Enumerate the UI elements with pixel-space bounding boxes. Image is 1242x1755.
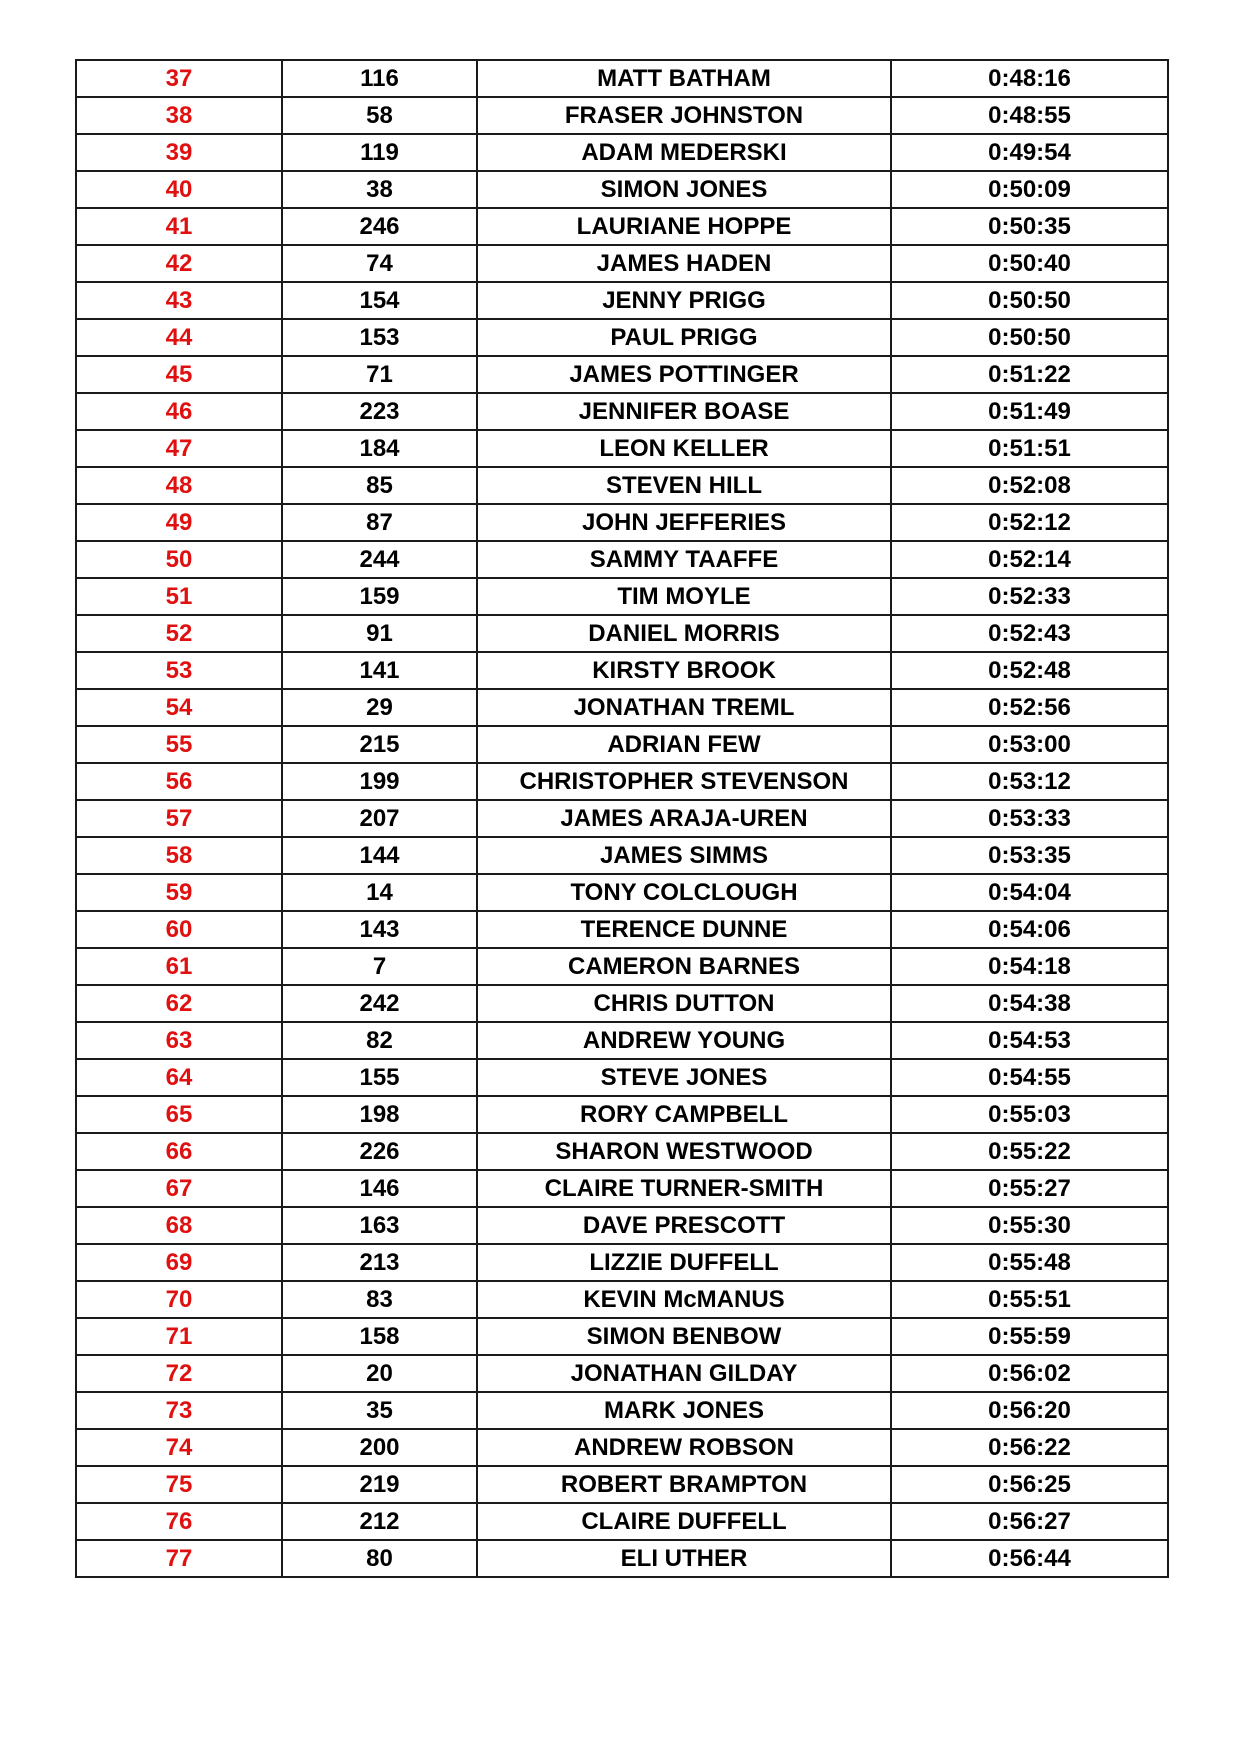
table-row — [76, 319, 1168, 356]
bib-number-cell: 71 — [282, 356, 477, 393]
bib-number-cell: 153 — [282, 319, 477, 356]
table-row — [76, 578, 1168, 615]
runner-name-cell: STEVEN HILL — [477, 467, 891, 504]
position-cell: 63 — [76, 1022, 282, 1059]
bib-number-cell: 116 — [282, 60, 477, 97]
table-row — [76, 1503, 1168, 1540]
bib-number-cell: 7 — [282, 948, 477, 985]
position-cell: 47 — [76, 430, 282, 467]
table-row — [76, 948, 1168, 985]
table-row — [76, 171, 1168, 208]
position-cell: 37 — [76, 60, 282, 97]
position-cell: 71 — [76, 1318, 282, 1355]
runner-name-cell: KIRSTY BROOK — [477, 652, 891, 689]
results-table-body — [76, 60, 1168, 1577]
runner-name-cell: JAMES SIMMS — [477, 837, 891, 874]
position-cell: 52 — [76, 615, 282, 652]
runner-name-cell: JAMES HADEN — [477, 245, 891, 282]
position-cell: 46 — [76, 393, 282, 430]
table-row — [76, 1022, 1168, 1059]
runner-name-cell: JAMES ARAJA-UREN — [477, 800, 891, 837]
runner-name-cell: ANDREW ROBSON — [477, 1429, 891, 1466]
bib-number-cell: 246 — [282, 208, 477, 245]
runner-name-cell: LAURIANE HOPPE — [477, 208, 891, 245]
finish-time-cell: 0:55:27 — [891, 1170, 1168, 1207]
table-row — [76, 1318, 1168, 1355]
position-cell: 50 — [76, 541, 282, 578]
finish-time-cell: 0:48:16 — [891, 60, 1168, 97]
runner-name-cell: SIMON BENBOW — [477, 1318, 891, 1355]
table-row — [76, 800, 1168, 837]
runner-name-cell: LIZZIE DUFFELL — [477, 1244, 891, 1281]
table-row — [76, 393, 1168, 430]
position-cell: 64 — [76, 1059, 282, 1096]
finish-time-cell: 0:56:22 — [891, 1429, 1168, 1466]
runner-name-cell: CHRISTOPHER STEVENSON — [477, 763, 891, 800]
runner-name-cell: SAMMY TAAFFE — [477, 541, 891, 578]
position-cell: 72 — [76, 1355, 282, 1392]
bib-number-cell: 82 — [282, 1022, 477, 1059]
position-cell: 60 — [76, 911, 282, 948]
table-row — [76, 1133, 1168, 1170]
position-cell: 53 — [76, 652, 282, 689]
table-row — [76, 763, 1168, 800]
table-row — [76, 652, 1168, 689]
bib-number-cell: 141 — [282, 652, 477, 689]
position-cell: 44 — [76, 319, 282, 356]
runner-name-cell: RORY CAMPBELL — [477, 1096, 891, 1133]
finish-time-cell: 0:52:56 — [891, 689, 1168, 726]
table-row — [76, 541, 1168, 578]
table-row — [76, 1244, 1168, 1281]
table-row — [76, 1540, 1168, 1577]
bib-number-cell: 158 — [282, 1318, 477, 1355]
finish-time-cell: 0:54:53 — [891, 1022, 1168, 1059]
finish-time-cell: 0:55:03 — [891, 1096, 1168, 1133]
position-cell: 74 — [76, 1429, 282, 1466]
finish-time-cell: 0:50:50 — [891, 319, 1168, 356]
finish-time-cell: 0:55:51 — [891, 1281, 1168, 1318]
runner-name-cell: TIM MOYLE — [477, 578, 891, 615]
position-cell: 45 — [76, 356, 282, 393]
finish-time-cell: 0:56:27 — [891, 1503, 1168, 1540]
table-row — [76, 1059, 1168, 1096]
bib-number-cell: 14 — [282, 874, 477, 911]
position-cell: 48 — [76, 467, 282, 504]
position-cell: 38 — [76, 97, 282, 134]
position-cell: 62 — [76, 985, 282, 1022]
position-cell: 49 — [76, 504, 282, 541]
bib-number-cell: 91 — [282, 615, 477, 652]
finish-time-cell: 0:51:22 — [891, 356, 1168, 393]
bib-number-cell: 143 — [282, 911, 477, 948]
runner-name-cell: FRASER JOHNSTON — [477, 97, 891, 134]
table-row — [76, 911, 1168, 948]
finish-time-cell: 0:55:22 — [891, 1133, 1168, 1170]
finish-time-cell: 0:55:48 — [891, 1244, 1168, 1281]
runner-name-cell: JENNIFER BOASE — [477, 393, 891, 430]
finish-time-cell: 0:52:08 — [891, 467, 1168, 504]
position-cell: 42 — [76, 245, 282, 282]
table-row — [76, 134, 1168, 171]
finish-time-cell: 0:50:50 — [891, 282, 1168, 319]
runner-name-cell: MATT BATHAM — [477, 60, 891, 97]
table-row — [76, 430, 1168, 467]
bib-number-cell: 159 — [282, 578, 477, 615]
bib-number-cell: 163 — [282, 1207, 477, 1244]
finish-time-cell: 0:50:09 — [891, 171, 1168, 208]
finish-time-cell: 0:55:59 — [891, 1318, 1168, 1355]
runner-name-cell: CLAIRE DUFFELL — [477, 1503, 891, 1540]
bib-number-cell: 87 — [282, 504, 477, 541]
bib-number-cell: 20 — [282, 1355, 477, 1392]
bib-number-cell: 144 — [282, 837, 477, 874]
finish-time-cell: 0:56:44 — [891, 1540, 1168, 1577]
finish-time-cell: 0:50:40 — [891, 245, 1168, 282]
finish-time-cell: 0:56:02 — [891, 1355, 1168, 1392]
runner-name-cell: JENNY PRIGG — [477, 282, 891, 319]
position-cell: 69 — [76, 1244, 282, 1281]
bib-number-cell: 212 — [282, 1503, 477, 1540]
bib-number-cell: 242 — [282, 985, 477, 1022]
table-row — [76, 208, 1168, 245]
table-row — [76, 689, 1168, 726]
table-row — [76, 1170, 1168, 1207]
bib-number-cell: 244 — [282, 541, 477, 578]
table-row — [76, 356, 1168, 393]
position-cell: 59 — [76, 874, 282, 911]
finish-time-cell: 0:52:12 — [891, 504, 1168, 541]
finish-time-cell: 0:48:55 — [891, 97, 1168, 134]
table-row — [76, 615, 1168, 652]
table-row — [76, 504, 1168, 541]
table-row — [76, 60, 1168, 97]
finish-time-cell: 0:56:20 — [891, 1392, 1168, 1429]
bib-number-cell: 226 — [282, 1133, 477, 1170]
bib-number-cell: 38 — [282, 171, 477, 208]
position-cell: 76 — [76, 1503, 282, 1540]
finish-time-cell: 0:54:04 — [891, 874, 1168, 911]
bib-number-cell: 80 — [282, 1540, 477, 1577]
bib-number-cell: 58 — [282, 97, 477, 134]
runner-name-cell: CHRIS DUTTON — [477, 985, 891, 1022]
table-row — [76, 467, 1168, 504]
runner-name-cell: TERENCE DUNNE — [477, 911, 891, 948]
position-cell: 51 — [76, 578, 282, 615]
runner-name-cell: ELI UTHER — [477, 1540, 891, 1577]
bib-number-cell: 35 — [282, 1392, 477, 1429]
finish-time-cell: 0:54:18 — [891, 948, 1168, 985]
bib-number-cell: 155 — [282, 1059, 477, 1096]
bib-number-cell: 74 — [282, 245, 477, 282]
runner-name-cell: ADRIAN FEW — [477, 726, 891, 763]
bib-number-cell: 213 — [282, 1244, 477, 1281]
position-cell: 61 — [76, 948, 282, 985]
runner-name-cell: JONATHAN GILDAY — [477, 1355, 891, 1392]
table-row — [76, 874, 1168, 911]
bib-number-cell: 146 — [282, 1170, 477, 1207]
table-row — [76, 245, 1168, 282]
finish-time-cell: 0:53:33 — [891, 800, 1168, 837]
runner-name-cell: CAMERON BARNES — [477, 948, 891, 985]
runner-name-cell: STEVE JONES — [477, 1059, 891, 1096]
runner-name-cell: ADAM MEDERSKI — [477, 134, 891, 171]
table-row — [76, 985, 1168, 1022]
runner-name-cell: LEON KELLER — [477, 430, 891, 467]
position-cell: 68 — [76, 1207, 282, 1244]
runner-name-cell: JOHN JEFFERIES — [477, 504, 891, 541]
runner-name-cell: DAVE PRESCOTT — [477, 1207, 891, 1244]
bib-number-cell: 119 — [282, 134, 477, 171]
bib-number-cell: 200 — [282, 1429, 477, 1466]
position-cell: 65 — [76, 1096, 282, 1133]
table-row — [76, 1466, 1168, 1503]
position-cell: 39 — [76, 134, 282, 171]
position-cell: 66 — [76, 1133, 282, 1170]
bib-number-cell: 29 — [282, 689, 477, 726]
runner-name-cell: SIMON JONES — [477, 171, 891, 208]
runner-name-cell: JAMES POTTINGER — [477, 356, 891, 393]
finish-time-cell: 0:52:43 — [891, 615, 1168, 652]
bib-number-cell: 219 — [282, 1466, 477, 1503]
finish-time-cell: 0:54:38 — [891, 985, 1168, 1022]
position-cell: 43 — [76, 282, 282, 319]
finish-time-cell: 0:49:54 — [891, 134, 1168, 171]
results-table — [75, 59, 1169, 1578]
position-cell: 40 — [76, 171, 282, 208]
runner-name-cell: DANIEL MORRIS — [477, 615, 891, 652]
finish-time-cell: 0:52:33 — [891, 578, 1168, 615]
runner-name-cell: KEVIN McMANUS — [477, 1281, 891, 1318]
position-cell: 70 — [76, 1281, 282, 1318]
finish-time-cell: 0:53:12 — [891, 763, 1168, 800]
table-row — [76, 1392, 1168, 1429]
table-row — [76, 1207, 1168, 1244]
bib-number-cell: 154 — [282, 282, 477, 319]
bib-number-cell: 223 — [282, 393, 477, 430]
bib-number-cell: 198 — [282, 1096, 477, 1133]
bib-number-cell: 83 — [282, 1281, 477, 1318]
position-cell: 41 — [76, 208, 282, 245]
runner-name-cell: PAUL PRIGG — [477, 319, 891, 356]
finish-time-cell: 0:54:06 — [891, 911, 1168, 948]
runner-name-cell: MARK JONES — [477, 1392, 891, 1429]
bib-number-cell: 184 — [282, 430, 477, 467]
table-row — [76, 1096, 1168, 1133]
position-cell: 57 — [76, 800, 282, 837]
bib-number-cell: 199 — [282, 763, 477, 800]
bib-number-cell: 215 — [282, 726, 477, 763]
position-cell: 75 — [76, 1466, 282, 1503]
finish-time-cell: 0:52:48 — [891, 652, 1168, 689]
position-cell: 67 — [76, 1170, 282, 1207]
runner-name-cell: JONATHAN TREML — [477, 689, 891, 726]
finish-time-cell: 0:51:49 — [891, 393, 1168, 430]
runner-name-cell: CLAIRE TURNER-SMITH — [477, 1170, 891, 1207]
table-row — [76, 1429, 1168, 1466]
runner-name-cell: SHARON WESTWOOD — [477, 1133, 891, 1170]
table-row — [76, 97, 1168, 134]
table-row — [76, 1281, 1168, 1318]
finish-time-cell: 0:56:25 — [891, 1466, 1168, 1503]
table-row — [76, 837, 1168, 874]
runner-name-cell: ROBERT BRAMPTON — [477, 1466, 891, 1503]
bib-number-cell: 207 — [282, 800, 477, 837]
position-cell: 56 — [76, 763, 282, 800]
finish-time-cell: 0:50:35 — [891, 208, 1168, 245]
table-row — [76, 282, 1168, 319]
finish-time-cell: 0:55:30 — [891, 1207, 1168, 1244]
finish-time-cell: 0:51:51 — [891, 430, 1168, 467]
position-cell: 55 — [76, 726, 282, 763]
table-row — [76, 726, 1168, 763]
table-row — [76, 1355, 1168, 1392]
position-cell: 54 — [76, 689, 282, 726]
finish-time-cell: 0:52:14 — [891, 541, 1168, 578]
finish-time-cell: 0:53:00 — [891, 726, 1168, 763]
runner-name-cell: ANDREW YOUNG — [477, 1022, 891, 1059]
position-cell: 58 — [76, 837, 282, 874]
finish-time-cell: 0:53:35 — [891, 837, 1168, 874]
position-cell: 73 — [76, 1392, 282, 1429]
position-cell: 77 — [76, 1540, 282, 1577]
bib-number-cell: 85 — [282, 467, 477, 504]
runner-name-cell: TONY COLCLOUGH — [477, 874, 891, 911]
finish-time-cell: 0:54:55 — [891, 1059, 1168, 1096]
